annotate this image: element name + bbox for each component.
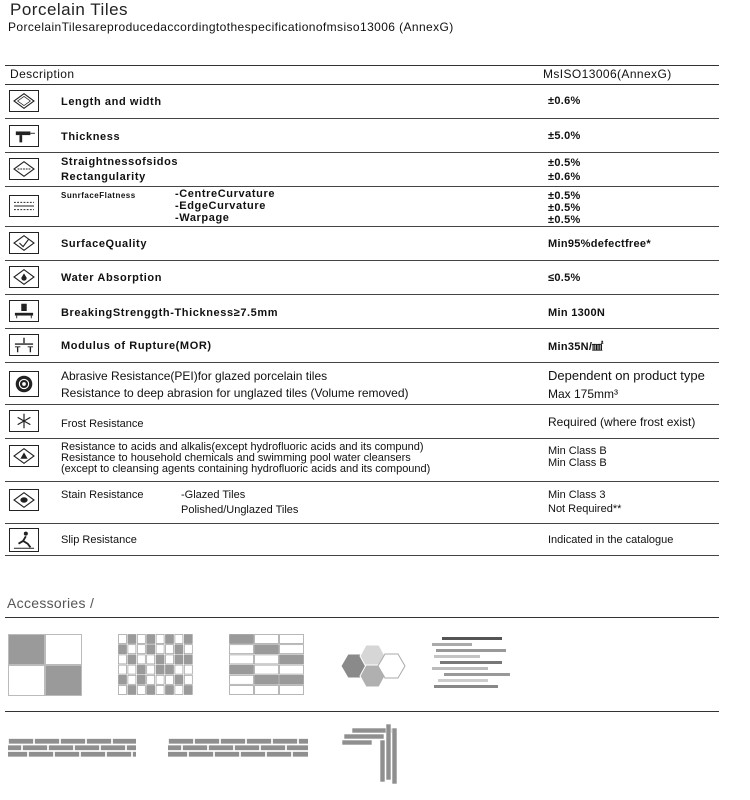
accessories-title: Accessories / bbox=[7, 595, 95, 611]
row-description: Water Absorption bbox=[61, 272, 163, 284]
table-row bbox=[5, 153, 719, 187]
row-description: SurfaceQuality bbox=[61, 238, 148, 250]
row-value: Min35N/㎟ bbox=[548, 341, 604, 353]
row-value: Dependent on product type bbox=[548, 368, 705, 383]
herringbone-pattern bbox=[342, 722, 414, 784]
checker-pattern bbox=[8, 634, 82, 696]
table-row bbox=[5, 482, 719, 524]
stain-icon bbox=[9, 489, 39, 511]
row-value: ≤0.5% bbox=[548, 272, 581, 284]
row-description: Abrasive Resistance(PEI)for glazed porcelain tiles bbox=[61, 369, 328, 383]
chemical-icon bbox=[9, 445, 39, 467]
column-header-description: Description bbox=[10, 67, 75, 81]
length-width-icon bbox=[9, 90, 39, 112]
thickness-icon bbox=[9, 125, 39, 147]
row-value: Indicated in the catalogue bbox=[548, 534, 674, 546]
row-value: Min 1300N bbox=[548, 307, 606, 319]
table-row bbox=[5, 524, 719, 556]
row-value: ±0.6% bbox=[548, 95, 581, 107]
staggered-brick-pattern-1 bbox=[8, 738, 136, 758]
page-title: Porcelain Tiles bbox=[10, 0, 129, 19]
row-description: -CentreCurvature bbox=[175, 188, 276, 200]
table-row bbox=[5, 405, 719, 439]
row-description: -Glazed Tiles bbox=[181, 489, 246, 501]
row-description: (except to cleansing agents containing hydrofluoric acids and its compound) bbox=[61, 463, 431, 475]
row-description: Resistance to acids and alkalis(except hydrofluoric acids and its compund) bbox=[61, 441, 424, 453]
table-row bbox=[5, 261, 719, 295]
row-value: ±0.5% bbox=[548, 202, 581, 214]
row-value: ±0.5% bbox=[548, 190, 581, 202]
row-value: Min95%defectfree* bbox=[548, 238, 651, 250]
row-description: Rectangularity bbox=[61, 171, 146, 183]
row-value: Min Class 3 bbox=[548, 489, 606, 501]
row-value: ±5.0% bbox=[548, 130, 581, 142]
row-description-main: SunrfaceFlatness bbox=[61, 191, 136, 200]
straightness-icon bbox=[9, 158, 39, 180]
table-row bbox=[5, 187, 719, 227]
row-description-main: Stain Resistance bbox=[61, 489, 144, 501]
row-value: Min Class B bbox=[548, 445, 607, 457]
table-row bbox=[5, 227, 719, 261]
modulus-rupture-icon bbox=[9, 334, 39, 356]
page-subtitle: PorcelainTilesareproducedaccordingtothespecificationofmsiso13006 (AnnexG) bbox=[8, 20, 454, 34]
accessories-rule bbox=[5, 617, 719, 618]
table-row bbox=[5, 363, 719, 405]
table-row bbox=[5, 85, 719, 119]
slip-icon bbox=[9, 528, 39, 552]
staggered-brick-pattern-2 bbox=[168, 738, 308, 758]
header-top-rule bbox=[5, 65, 719, 66]
row-description: Polished/Unglazed Tiles bbox=[181, 504, 299, 516]
row-description: Thickness bbox=[61, 131, 121, 143]
water-absorption-icon bbox=[9, 266, 39, 288]
row-value: Min Class B bbox=[548, 457, 607, 469]
row-value: ±0.6% bbox=[548, 171, 581, 183]
row-description: Length and width bbox=[61, 96, 162, 108]
frost-icon bbox=[9, 410, 39, 432]
column-header-standard: MsISO13006(AnnexG) bbox=[543, 67, 672, 81]
row-value: ±0.5% bbox=[548, 157, 581, 169]
row-description: Resistance to deep abrasion for unglazed tiles (Volume removed) bbox=[61, 386, 409, 400]
table-row bbox=[5, 295, 719, 329]
row-description: Frost Resistance bbox=[61, 418, 144, 430]
row-value: ±0.5% bbox=[548, 214, 581, 226]
row-description: Slip Resistance bbox=[61, 534, 137, 546]
row-description: -EdgeCurvature bbox=[175, 200, 266, 212]
linear-strip-pattern bbox=[432, 636, 514, 692]
accessories-rule-2 bbox=[5, 711, 719, 712]
row-description: -Warpage bbox=[175, 212, 230, 224]
row-value: Max 175mm³ bbox=[548, 387, 619, 401]
row-description: Straightnessofsidos bbox=[61, 156, 179, 168]
row-description: Modulus of Rupture(MOR) bbox=[61, 340, 212, 352]
hexagon-pattern bbox=[334, 644, 410, 688]
row-description: BreakingStrenggth-Thickness≥7.5mm bbox=[61, 307, 279, 319]
brick-grid-pattern bbox=[229, 634, 305, 696]
table-row bbox=[5, 439, 719, 482]
abrasion-icon bbox=[9, 371, 39, 397]
flatness-icon bbox=[9, 195, 39, 217]
row-description: Resistance to household chemicals and swimming pool water cleansers bbox=[61, 452, 411, 464]
table-row bbox=[5, 329, 719, 363]
mosaic-grid-pattern bbox=[118, 634, 194, 696]
row-value: Required (where frost exist) bbox=[548, 415, 696, 429]
table-row bbox=[5, 119, 719, 153]
row-value: Not Required** bbox=[548, 503, 622, 515]
breaking-strength-icon bbox=[9, 300, 39, 322]
surface-quality-icon bbox=[9, 232, 39, 254]
